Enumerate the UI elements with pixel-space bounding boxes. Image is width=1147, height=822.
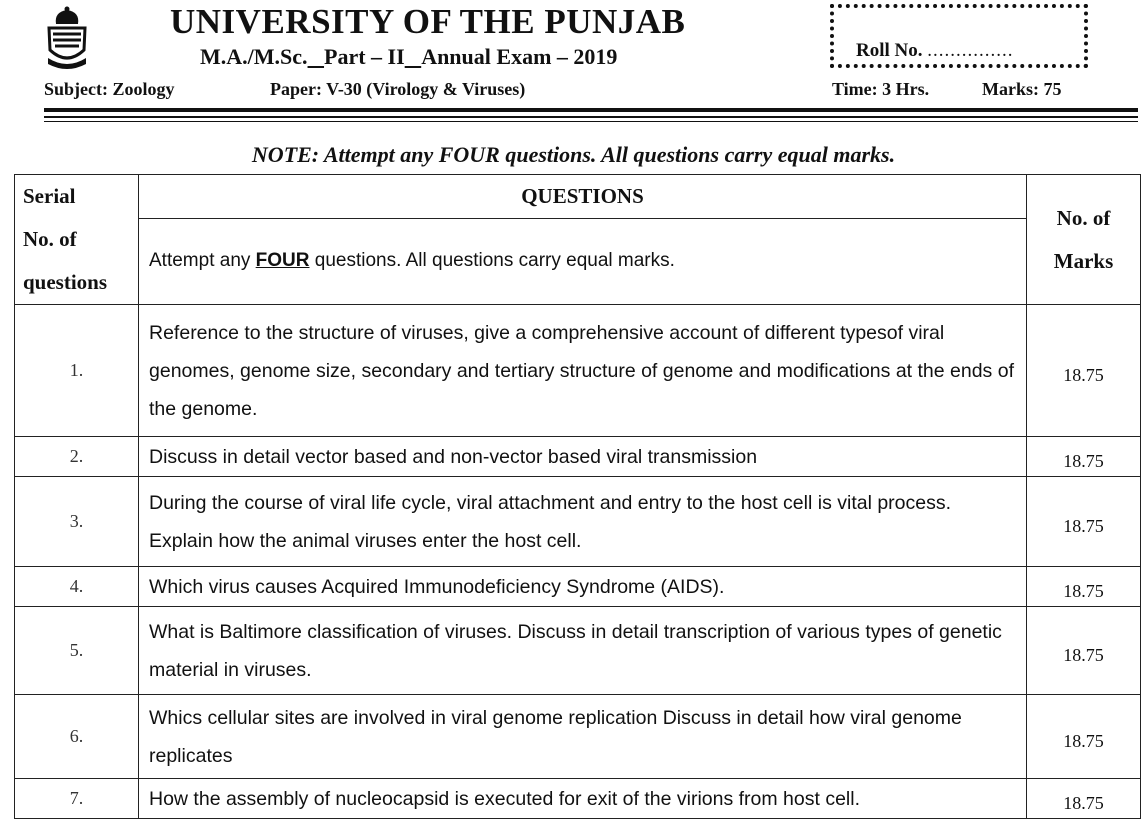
- instruction-post: questions. All questions carry equal marks.: [314, 250, 675, 272]
- question-text: During the course of viral life cycle, viral attachment and entry to the host cell is vital process. Explain how the animal viruses enter the host cell.: [139, 477, 1027, 567]
- header-divider-thick: [44, 108, 1138, 112]
- exam-part: Part – II: [324, 44, 405, 69]
- question-text: What is Baltimore classification of viruses. Discuss in detail transcription of various types of genetic material in viruses.: [139, 607, 1027, 695]
- question-serial: 1.: [15, 305, 139, 437]
- question-serial: 5.: [15, 607, 139, 695]
- exam-title: [200, 44, 617, 70]
- question-marks: 18.75: [1027, 695, 1141, 779]
- instruction-text: [139, 218, 1027, 304]
- questions-table: [14, 174, 1141, 819]
- instruction-row: [15, 218, 1141, 304]
- exam-note: NOTE: Attempt any FOUR questions. All questions carry equal marks.: [251, 142, 896, 167]
- header-divider-hairline: [44, 121, 1138, 122]
- table-row: [15, 305, 1141, 437]
- exam-degree: M.A./M.Sc.: [200, 44, 308, 69]
- question-marks: 18.75: [1027, 477, 1141, 567]
- roll-number-box: [830, 4, 1088, 68]
- question-serial: 2.: [15, 437, 139, 477]
- paper-label: Paper: V-30 (Virology & Viruses): [270, 79, 526, 99]
- table-row: [15, 607, 1141, 695]
- table-row: [15, 779, 1141, 819]
- instruction-bold: FOUR: [255, 250, 310, 272]
- question-text: Whics cellular sites are involved in viral genome replication Discuss in detail how viral genome replicates: [139, 695, 1027, 779]
- instruction-pre: Attempt any: [149, 250, 251, 272]
- exam-session: Annual Exam – 2019: [421, 44, 618, 69]
- header-divider-thin: [44, 116, 1138, 118]
- marks-column-header: [1027, 175, 1141, 305]
- table-row: [15, 695, 1141, 779]
- question-text: Reference to the structure of viruses, give a comprehensive account of different typesof viral genomes, genome size, secondary and tertiary structure of genome and modifications at the ends of the genome.: [139, 305, 1027, 437]
- time-label: Time: 3 Hrs.: [832, 79, 930, 99]
- question-serial: 6.: [15, 695, 139, 779]
- table-row: [15, 567, 1141, 607]
- question-serial: 3.: [15, 477, 139, 567]
- question-marks: 18.75: [1027, 305, 1141, 437]
- table-row: [15, 437, 1141, 477]
- question-marks: 18.75: [1027, 779, 1141, 819]
- roll-number-label: Roll No.: [856, 40, 923, 61]
- question-marks: 18.75: [1027, 437, 1141, 477]
- university-crest-logo: [44, 6, 90, 70]
- subject-label: Subject: Zoology: [44, 79, 175, 99]
- total-marks-label: Marks: 75: [982, 79, 1062, 99]
- serial-column-header: [15, 175, 139, 305]
- university-title: UNIVERSITY OF THE PUNJAB: [170, 2, 686, 41]
- serial-header-line: questions: [23, 270, 108, 294]
- marks-header-line: Marks: [1053, 248, 1114, 273]
- roll-number-blank: ...............: [927, 40, 1014, 61]
- question-marks: 18.75: [1027, 607, 1141, 695]
- question-text: Discuss in detail vector based and non-vector based viral transmission: [139, 437, 1027, 477]
- question-text: How the assembly of nucleocapsid is executed for exit of the virions from host cell.: [139, 779, 1027, 819]
- marks-header-line: No. of: [1056, 205, 1111, 230]
- question-marks: 18.75: [1027, 567, 1141, 607]
- roll-number-field: [856, 40, 1014, 62]
- question-text: Which virus causes Acquired Immunodeficiency Syndrome (AIDS).: [139, 567, 1027, 607]
- table-header-row: [15, 175, 1141, 219]
- question-serial: 7.: [15, 779, 139, 819]
- table-row: [15, 477, 1141, 567]
- question-serial: 4.: [15, 567, 139, 607]
- questions-column-header: QUESTIONS: [139, 175, 1027, 219]
- serial-header-line: Serial: [23, 184, 76, 208]
- serial-header-line: No. of: [23, 227, 77, 251]
